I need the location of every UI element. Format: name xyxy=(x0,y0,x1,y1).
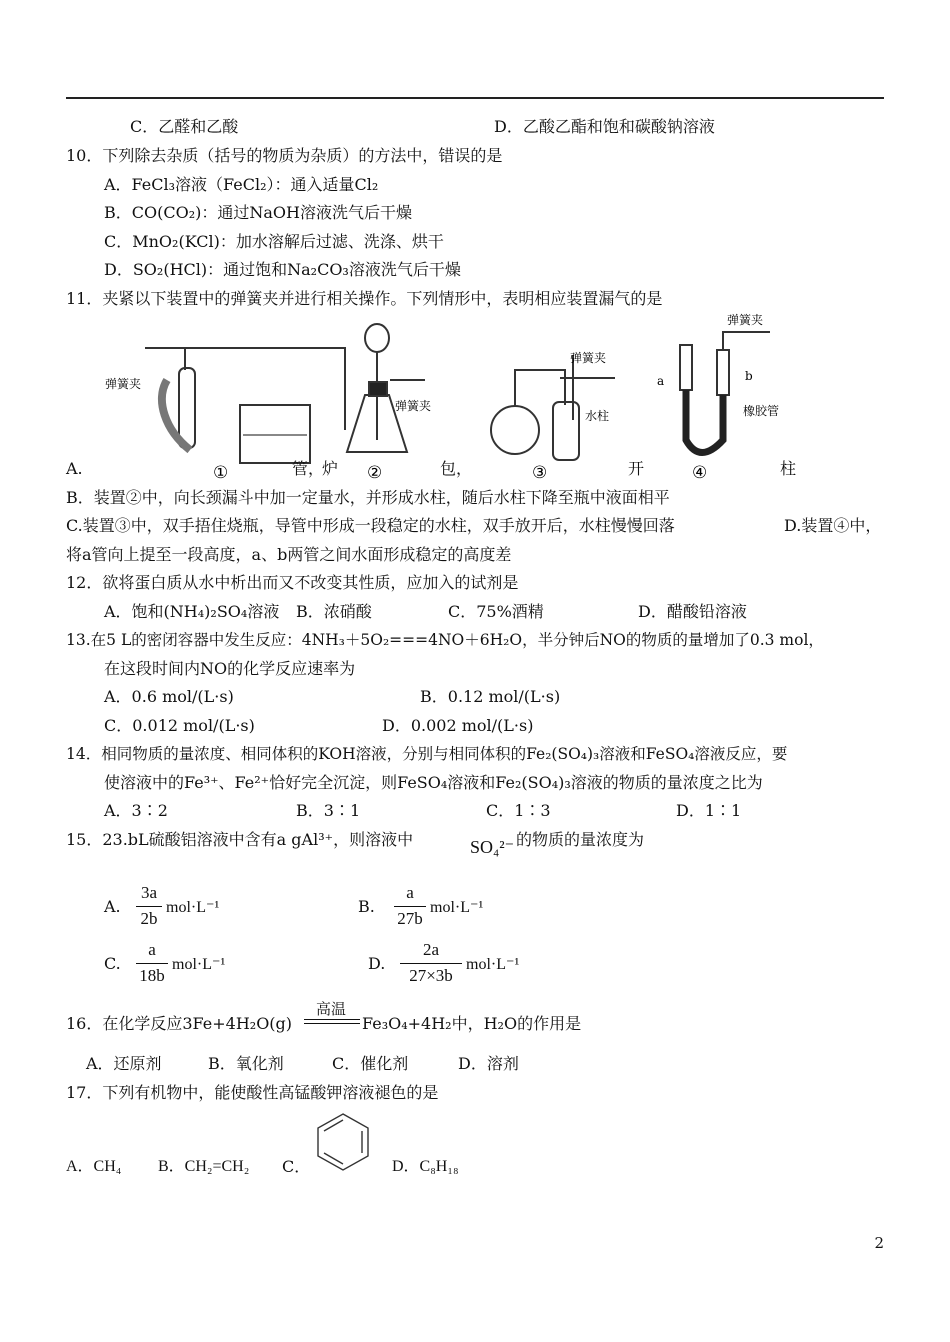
header-rule xyxy=(66,97,884,99)
page-number: 2 xyxy=(874,1234,884,1252)
q11-option-a-prefix: A. xyxy=(66,459,83,478)
q15-option-c-unit: mol·L⁻¹ xyxy=(172,956,226,973)
q17-option-c: C． xyxy=(282,1157,311,1176)
q15-option-b-fraction xyxy=(394,884,426,930)
q13-option-b: B．0.12 mol/(L·s) xyxy=(420,687,561,706)
q17-option-b: B．CH₂=CH₂ xyxy=(158,1158,250,1175)
q12-option-c: C．75%酒精 xyxy=(448,602,544,621)
label-a: a xyxy=(657,374,665,388)
q16-stem-end: Fe₃O₄+4H₂中，H₂O的作用是 xyxy=(362,1014,582,1033)
q12-stem: 12．欲将蛋白质从水中析出而又不改变其性质，应加入的试剂是 xyxy=(66,573,519,592)
rubber-tube-label: 橡胶管 xyxy=(743,404,780,418)
q14-option-b: B．3∶1 xyxy=(296,801,361,820)
numerator: a xyxy=(148,940,156,959)
q13-option-d: D．0.002 mol/(L·s) xyxy=(382,716,534,735)
q17-option-d: D．C₈H₁₈ xyxy=(392,1158,459,1175)
q15-option-b-label: B. xyxy=(358,897,375,916)
q11-option-a-fragment-2: 炉 xyxy=(322,459,339,478)
q15-stem: 15．23.bL硫酸铝溶液中含有a gAl³⁺，则溶液中 xyxy=(66,830,414,849)
number-3: ③ xyxy=(532,463,548,480)
q14-option-d: D．1∶1 xyxy=(676,801,742,820)
spring-clip-label-1: 弹簧夹 xyxy=(105,377,142,391)
numerator: 2a xyxy=(422,940,440,959)
q15-option-d-label: D. xyxy=(368,954,386,973)
benzene-ring xyxy=(312,1110,374,1174)
q15-option-d-unit: mol·L⁻¹ xyxy=(466,956,520,973)
q16-option-c: C．催化剂 xyxy=(332,1054,409,1073)
q9-option-d: D．乙酸乙酯和饱和碳酸钠溶液 xyxy=(494,117,715,136)
denominator: 2b xyxy=(140,909,158,928)
label-b: b xyxy=(745,369,753,383)
q14-option-c: C．1∶3 xyxy=(486,801,551,820)
spring-clip-label-3: 弹簧夹 xyxy=(570,351,607,365)
q14-option-a: A．3∶2 xyxy=(104,801,168,820)
numerator: 3a xyxy=(140,883,158,902)
q15-stem-end: 的物质的量浓度为 xyxy=(516,830,645,849)
number-4: ④ xyxy=(692,463,708,480)
high-temperature-condition: 高温 xyxy=(316,1000,347,1018)
q12-option-a: A．饱和(NH₄)₂SO₄溶液 xyxy=(104,602,280,621)
q13-option-c: C．0.012 mol/(L·s) xyxy=(104,716,255,735)
q16-option-b: B．氧化剂 xyxy=(208,1054,284,1073)
fraction-bar xyxy=(394,906,426,907)
q11-stem: 11．夹紧以下装置中的弹簧夹并进行相关操作。下列情形中，表明相应装置漏气的是 xyxy=(66,289,663,308)
denominator: 27b xyxy=(397,909,423,928)
reaction-equals-sign xyxy=(304,1019,360,1024)
q12-option-d: D．醋酸铅溶液 xyxy=(638,602,747,621)
fraction-bar xyxy=(136,963,168,964)
q10-stem: 10．下列除去杂质（括号的物质为杂质）的方法中，错误的是 xyxy=(66,146,503,165)
denominator: 18b xyxy=(139,966,165,985)
q11-option-d-start: D.装置④中， xyxy=(784,516,882,535)
sulfate-ion: SO₄²⁻ xyxy=(470,837,515,857)
q13-stem: 13.在5 L的密闭容器中发生反应：4NH₃＋5O₂===4NO＋6H₂O，半分钟后NO的物质的量增加了0.3 mol， xyxy=(66,631,824,649)
number-2: ② xyxy=(367,463,383,480)
q17-option-a: A．CH₄ xyxy=(66,1158,122,1175)
q15-option-a-unit: mol·L⁻¹ xyxy=(166,899,220,916)
fraction-bar xyxy=(136,906,162,907)
q9-option-c: C．乙醛和乙酸 xyxy=(130,117,239,136)
q11-option-c: C.装置③中，双手捂住烧瓶，导管中形成一段稳定的水柱，双手放开后，水柱慢慢回落 xyxy=(66,516,675,535)
q10-option-b: B．CO(CO₂)：通过NaOH溶液洗气后干燥 xyxy=(104,203,412,222)
q15-option-a-fraction xyxy=(136,884,162,930)
q13-stem-cont: 在这段时间内NO的化学反应速率为 xyxy=(104,659,356,678)
apparatus-figure xyxy=(95,310,815,480)
q10-option-d: D．SO₂(HCl)：通过饱和Na₂CO₃溶液洗气后干燥 xyxy=(104,260,461,279)
q11-option-a-fragment-1: 管， xyxy=(292,459,325,478)
denominator: 27×3b xyxy=(409,966,453,985)
q11-option-a-fragment-3: 包， xyxy=(440,459,473,478)
fraction-bar xyxy=(400,963,462,964)
spring-clip-label-2: 弹簧夹 xyxy=(395,399,432,413)
numerator: a xyxy=(406,883,414,902)
q10-option-a: A．FeCl₃溶液（FeCl₂）：通入适量Cl₂ xyxy=(104,175,379,194)
q14-stem: 14．相同物质的量浓度、相同体积的KOH溶液，分别与相同体积的Fe₂(SO₄)₃溶液和FeSO₄溶液反应，要 xyxy=(66,745,788,763)
number-1: ① xyxy=(213,463,229,480)
q16-option-d: D．溶剂 xyxy=(458,1054,519,1073)
spring-clip-label-4: 弹簧夹 xyxy=(727,313,764,327)
q12-option-b: B．浓硝酸 xyxy=(296,602,372,621)
q15-option-a-label: A. xyxy=(104,897,121,916)
q11-option-a-fragment-4: 开 xyxy=(628,459,645,478)
q16-stem: 16．在化学反应3Fe+4H₂O(g) xyxy=(66,1014,293,1033)
q17-stem: 17．下列有机物中，能使酸性高锰酸钾溶液褪色的是 xyxy=(66,1083,439,1102)
q11-option-d-rest: 将a管向上提至一段高度，a、b两管之间水面形成稳定的高度差 xyxy=(66,545,512,564)
q15-option-d-fraction xyxy=(400,941,462,987)
q14-stem-cont: 使溶液中的Fe³⁺、Fe²⁺恰好完全沉淀，则FeSO₄溶液和Fe₂(SO₄)₃溶液的物质的量浓度之比为 xyxy=(104,773,763,792)
q15-option-c-label: C. xyxy=(104,954,121,973)
q16-option-a: A．还原剂 xyxy=(86,1054,162,1073)
q15-option-c-fraction xyxy=(136,941,168,987)
q15-option-b-unit: mol·L⁻¹ xyxy=(430,899,484,916)
water-column-label: 水柱 xyxy=(585,409,610,423)
q11-option-a-fragment-5: 柱 xyxy=(780,459,797,478)
q11-option-b: B．装置②中，向长颈漏斗中加一定量水，并形成水柱，随后水柱下降至瓶中液面相平 xyxy=(66,488,670,507)
q13-option-a: A．0.6 mol/(L·s) xyxy=(104,687,234,706)
q10-option-c: C．MnO₂(KCl)：加水溶解后过滤、洗涤、烘干 xyxy=(104,232,444,251)
